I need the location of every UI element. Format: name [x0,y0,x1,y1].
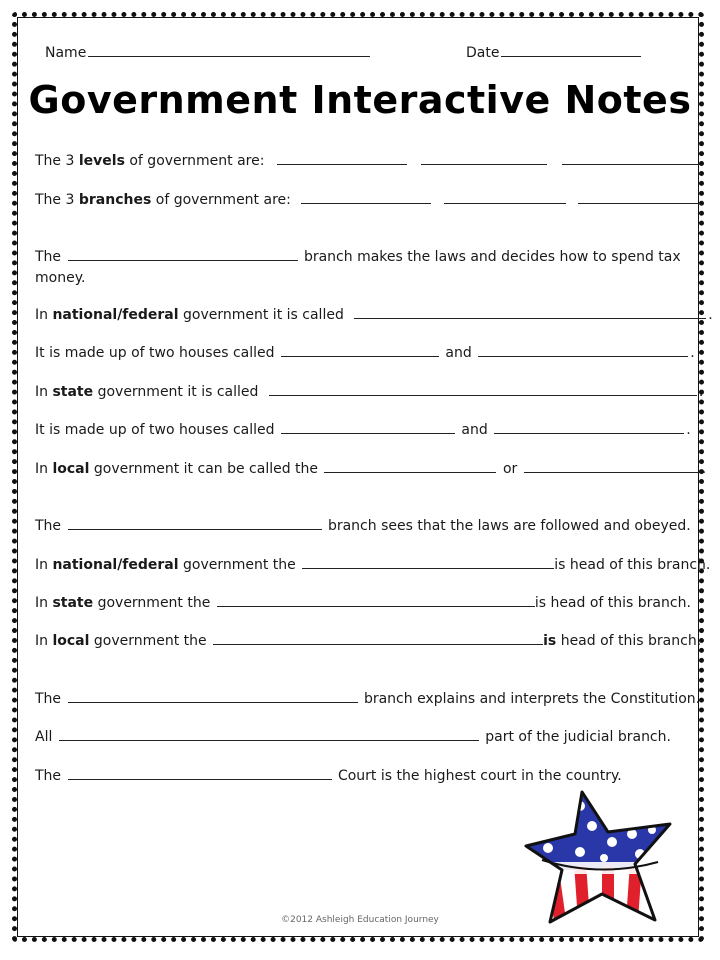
branch-blank-2[interactable] [444,189,566,204]
legis-local-pre: In [35,461,53,477]
state-houses-line: It is made up of two houses called and . [35,419,692,441]
executive-state-line [35,592,692,614]
legislative-national-line: In national/federal government it is called . [35,304,692,326]
exec-local-bold: local [52,633,90,649]
branches-bold: branches [78,192,152,208]
executive-local-line [35,630,702,652]
exec-state-pre: In [35,595,53,611]
exec-nat-post: government the [178,557,296,573]
jud-court-post: Court is the highest court in the country. [337,768,622,784]
name-blank[interactable] [88,42,370,57]
legislative-state-line: In state government it is called . [35,381,692,403]
national-house-blank-1[interactable] [281,342,439,357]
state-house-blank-1[interactable] [281,419,455,434]
exec-local-pre: In [35,633,53,649]
branches-line [35,189,692,211]
branch-blank-3[interactable] [578,189,700,204]
level-blank-1[interactable] [277,150,407,165]
exec-state-post: government the [93,595,211,611]
exec-state-bold: state [52,595,94,611]
name-label: Name [45,45,87,61]
date-blank[interactable] [501,42,641,57]
exec-nat-pre: In [35,557,53,573]
copyright-footer: ©2012 Ashleigh Education Journey [281,915,439,925]
branches-post: of government are: [151,192,291,208]
legis-houses-b-pre: It is made up of two houses called [35,422,275,438]
exec-local-end-bold: is [543,633,557,649]
executive-sees-line [35,515,692,537]
legis-local-bold: local [52,461,90,477]
legis-houses-b-and: and [461,422,488,438]
legis-makes-pre: The [35,249,62,265]
legislative-branch-blank[interactable] [68,246,298,261]
exec-sees-pre: The [35,518,62,534]
exec-local-post: government the [89,633,207,649]
exec-nat-end: is head of this branch. [554,557,711,573]
branches-pre: The 3 [35,192,79,208]
date-label: Date [466,45,500,61]
jud-explains-post: branch explains and interprets the Constitution. [363,691,701,707]
exec-sees-post: branch sees that the laws are followed and obeyed. [327,518,691,534]
legis-houses-and: and [445,345,472,361]
national-executive-blank[interactable] [302,554,554,569]
jud-explains-pre: The [35,691,62,707]
judicial-branch-blank[interactable] [68,688,358,703]
branch-blank-1[interactable] [301,189,431,204]
local-legislature-blank-1[interactable] [324,458,496,473]
level-blank-2[interactable] [421,150,547,165]
state-house-blank-2[interactable] [494,419,684,434]
level-blank-3[interactable] [562,150,700,165]
legis-nat-pre: In [35,307,53,323]
national-house-blank-2[interactable] [478,342,688,357]
levels-bold: levels [78,153,125,169]
legislative-local-line: In local government it can be called the or . [35,458,692,480]
judicial-all-blank[interactable] [59,726,479,741]
date-field [466,42,643,61]
legis-nat-post: government it is called [178,307,344,323]
levels-post: of government are: [124,153,265,169]
exec-nat-bold: national/federal [52,557,179,573]
judicial-explains-line [35,688,701,710]
jud-all-post: part of the judicial branch. [485,729,671,745]
legis-local-post: government it can be called the [89,461,319,477]
legis-local-or: or [502,461,518,477]
legis-state-pre: In [35,384,53,400]
executive-national-line [35,554,711,576]
legis-houses-a-pre: It is made up of two houses called [35,345,275,361]
legis-makes-post: branch makes the laws and decides how to spend tax money. [35,249,681,286]
national-houses-line: It is made up of two houses called and . [35,342,692,364]
levels-line [35,150,692,172]
national-legislature-blank[interactable] [354,304,706,319]
name-field [45,42,372,61]
state-legislature-blank[interactable] [269,381,697,396]
exec-state-end: is head of this branch. [534,595,691,611]
levels-pre: The 3 [35,153,79,169]
local-legislature-blank-2[interactable] [524,458,700,473]
jud-court-pre: The [35,768,62,784]
jud-all-pre: All [35,729,53,745]
legislative-makes-line [35,246,692,289]
judicial-all-line [35,726,692,748]
legis-nat-bold: national/federal [52,307,179,323]
legis-state-post: government it is called [93,384,259,400]
local-executive-blank[interactable] [213,630,543,645]
exec-local-end: head of this branch. [556,633,702,649]
state-executive-blank[interactable] [217,592,535,607]
legis-state-bold: state [52,384,94,400]
star-icon [520,782,690,932]
executive-branch-blank[interactable] [68,515,322,530]
page-title: Government Interactive Notes [28,78,692,122]
supreme-court-blank[interactable] [68,765,332,780]
